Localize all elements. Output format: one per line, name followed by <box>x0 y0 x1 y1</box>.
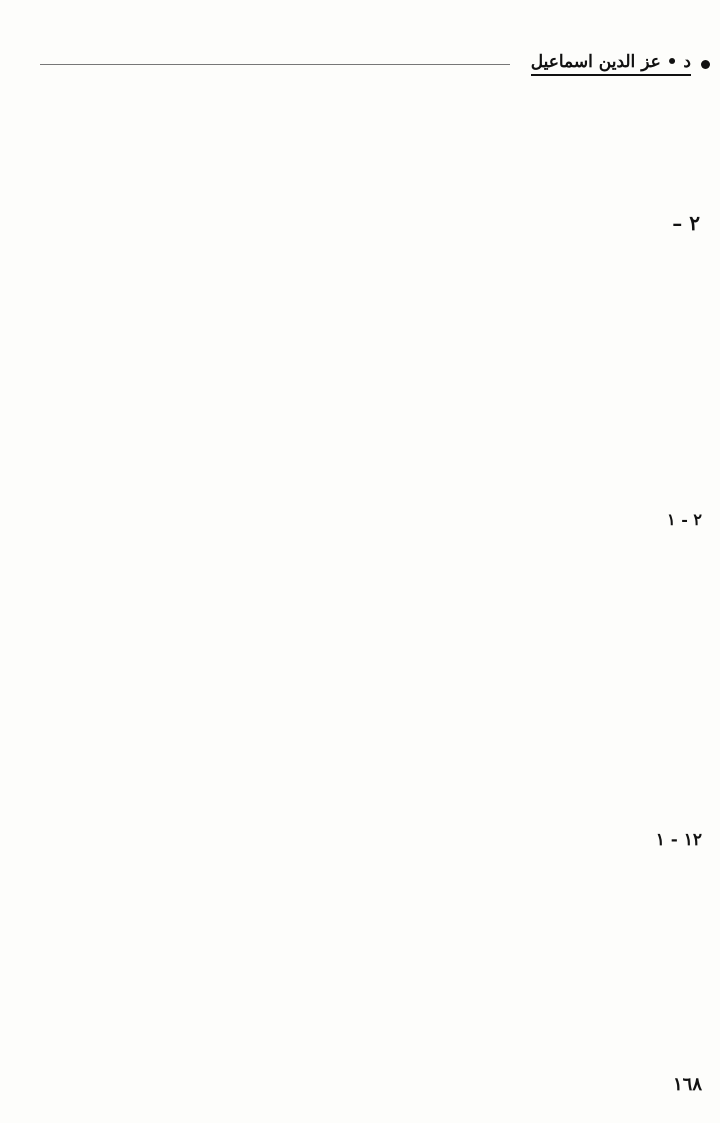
paragraph-section-2-1-2 <box>36 872 684 882</box>
author-name: د • عز الدين اسماعيل <box>531 52 691 76</box>
bullet-icon <box>701 60 710 69</box>
section-number: ٢ – <box>672 211 700 235</box>
page-number: ١٦٨ <box>672 1074 702 1095</box>
header-rule <box>40 64 510 65</box>
section-number: ١٢ - ١ <box>655 830 702 850</box>
section-number: ٢ - ١ <box>667 510 702 529</box>
paragraph-intro <box>36 122 684 132</box>
paragraph-section-2-1 <box>36 548 684 558</box>
paragraph-section-2 <box>36 250 684 260</box>
